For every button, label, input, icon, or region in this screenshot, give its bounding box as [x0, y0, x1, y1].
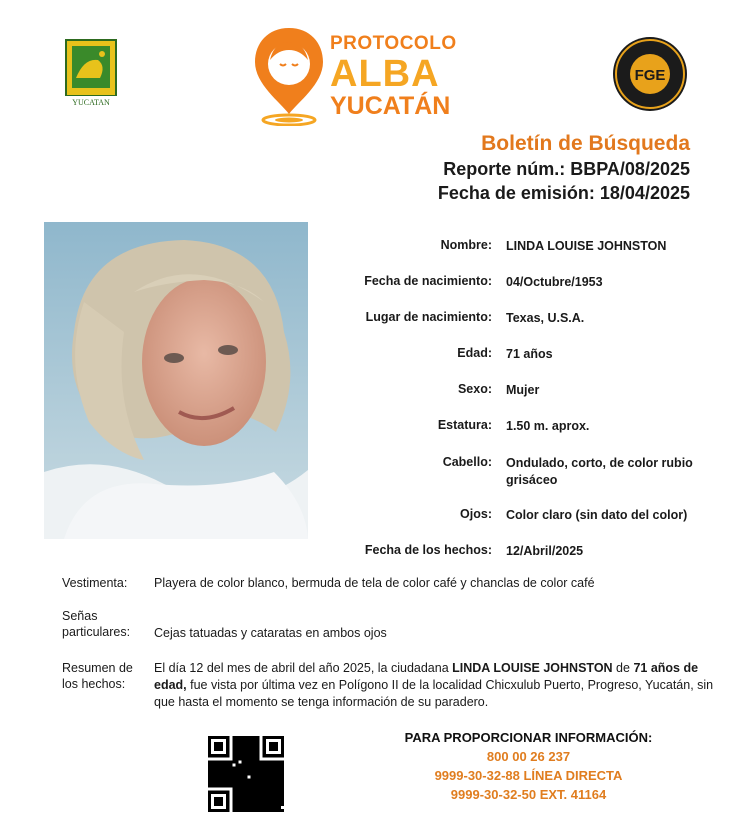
alba-line-protocolo: PROTOCOLO — [330, 33, 457, 54]
fge-seal-logo — [612, 36, 688, 112]
alba-line-yucatan: YUCATÁN — [330, 92, 451, 120]
contact-block — [396, 730, 661, 802]
detail-value: Color claro (sin dato del color) — [506, 508, 688, 522]
detail-value: Mujer — [506, 383, 540, 397]
bulletin-header — [438, 132, 690, 204]
phone-extension[interactable]: 9999-30-32-50 EXT. 41164 — [450, 787, 607, 802]
detail-label: Lugar de nacimiento: — [365, 310, 492, 324]
clothing-label: Vestimenta: — [62, 576, 128, 590]
detail-value: Ondulado, corto, de color rubio grisáceo — [506, 456, 693, 487]
qr-code[interactable] — [208, 736, 284, 812]
alba-line-alba: ALBA — [330, 53, 440, 95]
contact-heading: PARA PROPORCIONAR INFORMACIÓN: — [404, 730, 653, 745]
clothing-value: Playera de color blanco, bermuda de tela de color café y chanclas de color café — [154, 576, 595, 590]
phone-tollfree[interactable]: 800 00 26 237 — [486, 749, 571, 764]
detail-value: 04/Octubre/1953 — [506, 275, 603, 289]
summary-part1: El día 12 del mes de abril del año 2025, la ciudadana — [154, 661, 453, 675]
yucatan-coat-of-arms-logo — [62, 38, 120, 108]
detail-label: Estatura: — [437, 418, 492, 432]
detail-value: Texas, U.S.A. — [506, 311, 585, 325]
detail-label: Cabello: — [442, 455, 492, 469]
summary-label-line2: los hechos: — [62, 677, 126, 691]
summary-age: 71 años de edad, — [154, 661, 699, 692]
summary-name: LINDA LOUISE JOHNSTON — [452, 661, 613, 675]
detail-value: 71 años — [506, 347, 553, 361]
marks-label-line1: Señas — [62, 609, 98, 623]
summary-part2: de — [612, 661, 634, 675]
alba-pin-icon — [252, 26, 326, 126]
svg-text:FGE: FGE — [634, 67, 666, 84]
summary-label — [62, 660, 147, 692]
detail-label: Fecha de los hechos: — [364, 543, 492, 557]
bulletin-title: Boletín de Búsqueda — [481, 132, 690, 155]
svg-text:YUCATAN: YUCATAN — [72, 98, 110, 107]
detail-label: Fecha de nacimiento: — [364, 274, 492, 288]
detail-value: 1.50 m. aprox. — [506, 419, 590, 433]
marks-label — [62, 608, 147, 640]
issue-date: Fecha de emisión: 18/04/2025 — [437, 183, 690, 203]
marks-label-line2: particulares: — [62, 625, 131, 639]
missing-person-photo — [44, 222, 308, 539]
phone-direct-line[interactable]: 9999-30-32-88 LÍNEA DIRECTA — [434, 768, 623, 783]
detail-value: LINDA LOUISE JOHNSTON — [506, 239, 667, 253]
protocolo-alba-wordmark — [330, 34, 480, 119]
detail-label: Edad: — [457, 346, 492, 360]
detail-label: Sexo: — [457, 382, 492, 396]
detail-label: Nombre: — [440, 238, 492, 252]
summary-text — [154, 660, 724, 711]
summary-part3: fue vista por última vez en Polígono II de la localidad Chicxulub Puerto, Progreso, Yucatán, sin que hasta el momento se tenga información de su paradero. — [154, 678, 714, 709]
detail-label: Ojos: — [460, 507, 492, 521]
detail-value: 12/Abril/2025 — [506, 544, 584, 558]
summary-label-line1: Resumen de — [62, 661, 133, 675]
report-number: Reporte núm.: BBPA/08/2025 — [443, 159, 690, 179]
marks-value: Cejas tatuadas y cataratas en ambos ojos — [154, 626, 387, 640]
